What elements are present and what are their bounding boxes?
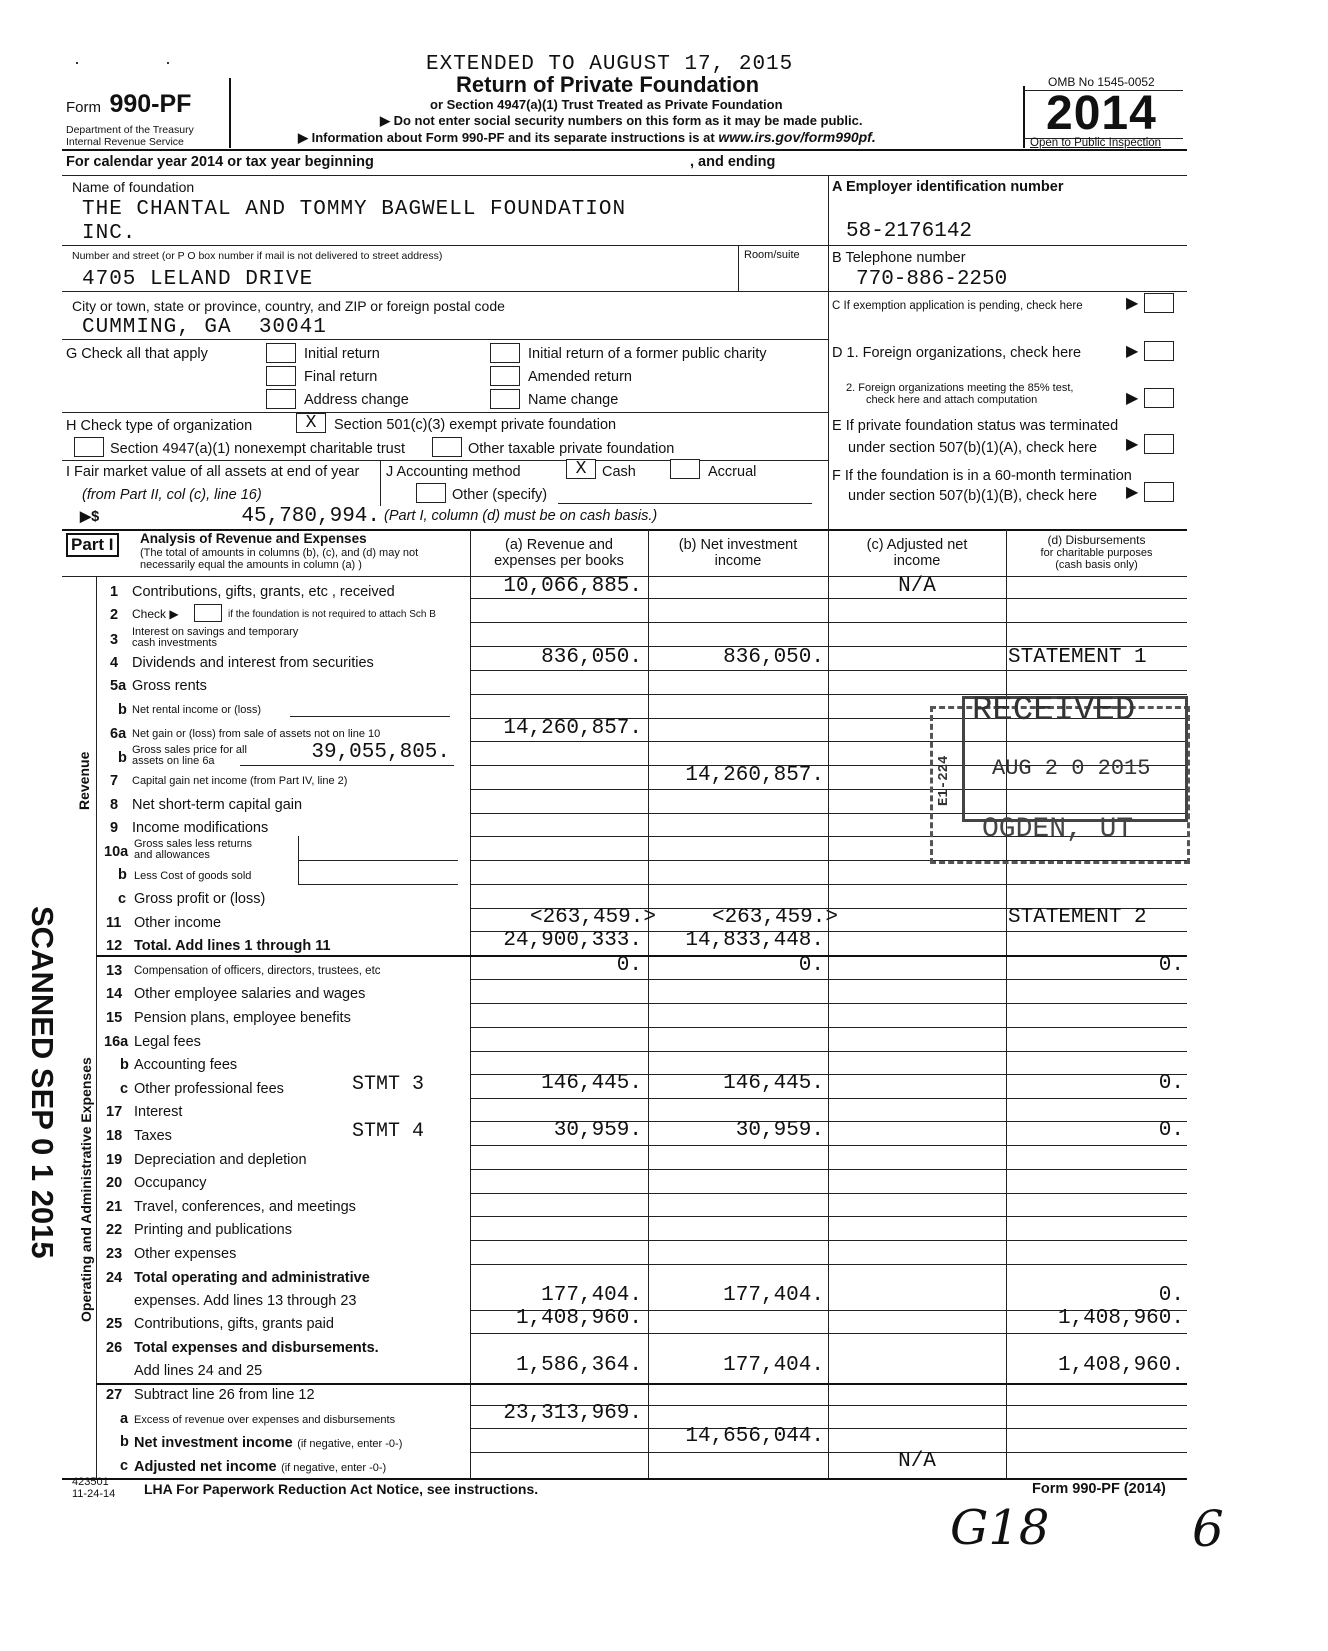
line-12-num: 12 bbox=[106, 938, 123, 954]
line-18-label: Taxes bbox=[134, 1128, 172, 1144]
arrow-icon: ▶ bbox=[1126, 343, 1139, 360]
foreign-85-checkbox[interactable] bbox=[1144, 388, 1174, 408]
received-stamp-city: OGDEN, UT bbox=[982, 814, 1134, 845]
line-27-label: Subtract line 26 from line 12 bbox=[134, 1387, 315, 1403]
col-b-header-2: income bbox=[714, 553, 762, 569]
corner-marks: · · bbox=[74, 52, 211, 72]
line-3-label-1: Interest on savings and temporary bbox=[132, 626, 299, 638]
line-11-col-a[interactable]: <263,459.> bbox=[529, 906, 656, 929]
line-4-col-a[interactable]: 836,050. bbox=[541, 646, 642, 669]
street-label: Number and street (or P O box number if mail is not delivered to street address) bbox=[72, 250, 443, 262]
name-change-label: Name change bbox=[528, 392, 619, 408]
line-11-label: Other income bbox=[134, 915, 222, 931]
line-10b-label: Less Cost of goods sold bbox=[134, 870, 252, 882]
line-27b-col-b[interactable]: 14,656,044. bbox=[685, 1425, 824, 1448]
phone-label: B Telephone number bbox=[832, 250, 966, 266]
sch-b-checkbox[interactable] bbox=[194, 604, 222, 622]
form-title: Return of Private Foundation bbox=[456, 72, 760, 97]
col-c-header-1: (c) Adjusted net bbox=[866, 537, 968, 553]
initial-return-checkbox[interactable] bbox=[266, 343, 296, 363]
line-17-num: 17 bbox=[106, 1104, 123, 1120]
part1-tag: Part I bbox=[66, 533, 119, 557]
line-27a-label: Excess of revenue over expenses and disbursements bbox=[134, 1414, 396, 1426]
line-27b-note: (if negative, enter -0-) bbox=[297, 1438, 403, 1450]
other-method-checkbox[interactable] bbox=[416, 483, 446, 503]
line-18-col-d[interactable]: 0. bbox=[1158, 1119, 1184, 1142]
arrow-icon: ▶ bbox=[1126, 436, 1139, 453]
line-13-col-d[interactable]: 0. bbox=[1158, 954, 1184, 977]
line-1-label: Contributions, gifts, grants, etc , received bbox=[132, 584, 395, 600]
line-16c-col-a[interactable]: 146,445. bbox=[541, 1072, 642, 1095]
line-18-col-b[interactable]: 30,959. bbox=[735, 1119, 824, 1142]
line-4-col-b[interactable]: 836,050. bbox=[723, 646, 824, 669]
col-c-header-2: income bbox=[893, 553, 941, 569]
form-subtitle: or Section 4947(a)(1) Trust Treated as Private Foundation bbox=[430, 97, 783, 112]
line-20-num: 20 bbox=[106, 1175, 123, 1191]
received-stamp-title: RECEIVED bbox=[972, 692, 1136, 730]
line-3-label-2: cash investments bbox=[132, 637, 217, 649]
line-22-num: 22 bbox=[106, 1222, 123, 1238]
line-26-col-b[interactable]: 177,404. bbox=[723, 1354, 824, 1377]
final-return-checkbox[interactable] bbox=[266, 366, 296, 386]
line-6b-num: b bbox=[118, 750, 127, 766]
line-22-label: Printing and publications bbox=[134, 1222, 292, 1238]
address-change-label: Address change bbox=[304, 392, 409, 408]
accrual-checkbox[interactable] bbox=[670, 459, 700, 479]
col-a-header-1: (a) Revenue and bbox=[504, 537, 613, 553]
line-27a-col-a[interactable]: 23,313,969. bbox=[503, 1402, 642, 1425]
exemption-pending-label: C If exemption application is pending, check here bbox=[832, 300, 1083, 312]
line-10c-num: c bbox=[118, 891, 127, 907]
line-16c-num: c bbox=[120, 1081, 129, 1097]
line-1-col-a[interactable]: 10,066,885. bbox=[503, 575, 642, 598]
line-27c-text: Adjusted net income bbox=[134, 1459, 277, 1475]
501c3-checkbox[interactable]: X bbox=[296, 413, 326, 433]
sixty-month-checkbox[interactable] bbox=[1144, 482, 1174, 502]
line-6a-col-a[interactable]: 14,260,857. bbox=[503, 717, 642, 740]
line-19-label: Depreciation and depletion bbox=[134, 1152, 307, 1168]
line-13-num: 13 bbox=[106, 963, 123, 979]
line-25-num: 25 bbox=[106, 1316, 123, 1332]
line-2-num: 2 bbox=[110, 607, 119, 623]
line-6a-label: Net gain or (loss) from sale of assets not on line 10 bbox=[132, 728, 381, 740]
line-24-num: 24 bbox=[106, 1270, 123, 1286]
line-27a-num: a bbox=[120, 1411, 129, 1427]
line-16a-num: 16a bbox=[104, 1034, 129, 1050]
amended-return-checkbox[interactable] bbox=[490, 366, 520, 386]
name-change-checkbox[interactable] bbox=[490, 389, 520, 409]
ein-value[interactable]: 58-2176142 bbox=[846, 220, 973, 243]
line-6b-value[interactable]: 39,055,805. bbox=[311, 741, 450, 764]
sixty-month-label-2: under section 507(b)(1)(B), check here bbox=[848, 488, 1098, 504]
cash-checkbox[interactable]: X bbox=[566, 459, 596, 479]
line-1-num: 1 bbox=[110, 584, 119, 600]
info-url: www.irs.gov/form990pf. bbox=[718, 129, 876, 145]
col-a-header-2: expenses per books bbox=[494, 553, 624, 569]
room-suite-label: Room/suite bbox=[744, 249, 800, 261]
line-27b-label bbox=[134, 1434, 402, 1452]
line-10c-label: Gross profit or (loss) bbox=[134, 891, 266, 907]
line-21-label: Travel, conferences, and meetings bbox=[134, 1199, 356, 1215]
arrow-icon: ▶ bbox=[1126, 295, 1139, 312]
line-27c-num: c bbox=[120, 1458, 129, 1474]
phone-value[interactable]: 770-886-2250 bbox=[856, 268, 1008, 291]
line-20-label: Occupancy bbox=[134, 1175, 207, 1191]
other-taxable-label: Other taxable private foundation bbox=[468, 441, 675, 457]
line-23-label: Other expenses bbox=[134, 1246, 237, 1262]
initial-return-label: Initial return bbox=[304, 346, 380, 362]
received-stamp-date: AUG 2 0 2015 bbox=[992, 756, 1151, 781]
line-14-num: 14 bbox=[106, 986, 123, 1002]
form-id bbox=[66, 90, 191, 119]
501c3-label: Section 501(c)(3) exempt private foundation bbox=[334, 417, 617, 433]
col-d-header-3: (cash basis only) bbox=[1055, 559, 1138, 571]
info-text: ▶ Information about Form 990-PF and its separate instructions is at bbox=[298, 130, 715, 145]
part1-desc2: necessarily equal the amounts in column (a) ) bbox=[140, 559, 362, 571]
line-27c-label bbox=[134, 1458, 386, 1476]
line-7-col-b[interactable]: 14,260,857. bbox=[685, 764, 824, 787]
line-10a-label-2: and allowances bbox=[134, 849, 210, 861]
accounting-method-label: J Accounting method bbox=[386, 464, 521, 480]
line-10a-num: 10a bbox=[104, 844, 129, 860]
fmv-value[interactable]: 45,780,994. bbox=[241, 505, 380, 528]
line-26-label-1: Total expenses and disbursements. bbox=[134, 1340, 379, 1356]
line-4-col-d[interactable]: STATEMENT 1 bbox=[1008, 646, 1147, 669]
line-19-num: 19 bbox=[106, 1152, 123, 1168]
foundation-name-label: Name of foundation bbox=[72, 179, 195, 195]
line-14-label: Other employee salaries and wages bbox=[134, 986, 366, 1002]
accrual-label: Accrual bbox=[708, 464, 757, 480]
col-b-header-1: (b) Net investment bbox=[678, 537, 798, 553]
part1-desc1: (The total of amounts in columns (b), (c), and (d) may not bbox=[140, 547, 419, 559]
line-7-num: 7 bbox=[110, 773, 119, 789]
line-10b-num: b bbox=[118, 867, 127, 883]
irs-label: Internal Revenue Service bbox=[66, 136, 184, 148]
foundation-name-line1[interactable]: THE CHANTAL AND TOMMY BAGWELL FOUNDATION bbox=[82, 198, 627, 221]
line-4-num: 4 bbox=[110, 655, 119, 671]
city-label: City or town, state or province, country, and ZIP or foreign postal code bbox=[72, 298, 505, 314]
calendar-year-begin: For calendar year 2014 or tax year beginning bbox=[66, 154, 374, 170]
part1-title: Analysis of Revenue and Expenses bbox=[140, 531, 367, 546]
line-18-num: 18 bbox=[106, 1128, 123, 1144]
footer-lha: LHA For Paperwork Reduction Act Notice, see instructions. bbox=[144, 1481, 539, 1497]
received-stamp-code: E1-224 bbox=[936, 755, 952, 806]
extended-notice: EXTENDED TO AUGUST 17, 2015 bbox=[426, 53, 794, 76]
amended-return-label: Amended return bbox=[528, 369, 632, 385]
line-24-col-a[interactable]: 177,404. bbox=[541, 1284, 642, 1307]
line-6b-label-1: Gross sales price for all bbox=[132, 744, 247, 756]
revenue-side-label: Revenue bbox=[76, 751, 92, 810]
status-terminated-label-1: E If private foundation status was terminated bbox=[832, 418, 1119, 434]
final-return-label: Final return bbox=[304, 369, 378, 385]
form-prefix: Form bbox=[66, 99, 101, 116]
dept-treasury: Department of the Treasury bbox=[66, 124, 194, 136]
col-d-header-2: for charitable purposes bbox=[1040, 547, 1153, 559]
scanned-stamp: SCANNED SEP 0 1 2015 bbox=[25, 906, 60, 1259]
form-number: 990-PF bbox=[109, 90, 192, 118]
fmv-source-label: (from Part II, col (c), line 16) bbox=[82, 487, 262, 503]
line-16b-label: Accounting fees bbox=[134, 1057, 238, 1073]
arrow-icon: ▶ bbox=[1126, 390, 1139, 407]
expenses-side-label: Operating and Administrative Expenses bbox=[78, 1057, 94, 1322]
col-d-header-1: (d) Disbursements bbox=[1047, 533, 1146, 547]
foreign-85-label-2: check here and attach computation bbox=[866, 394, 1038, 406]
line-5a-label: Gross rents bbox=[132, 678, 207, 694]
sixty-month-label-1: F If the foundation is in a 60-month termination bbox=[832, 468, 1132, 484]
arrow-icon: ▶ bbox=[1126, 484, 1139, 501]
line-10a-label-1: Gross sales less returns bbox=[134, 838, 252, 850]
footer-form-label: Form 990-PF (2014) bbox=[1032, 1481, 1166, 1497]
line-24-col-b[interactable]: 177,404. bbox=[723, 1284, 824, 1307]
line-1-col-c[interactable]: N/A bbox=[898, 575, 936, 598]
handwritten-note: G18 bbox=[950, 1500, 1050, 1556]
line-27b-num: b bbox=[120, 1434, 129, 1450]
line-26-label-2: Add lines 24 and 25 bbox=[134, 1363, 263, 1379]
cash-basis-note: (Part I, column (d) must be on cash basis.) bbox=[384, 508, 658, 524]
received-stamp bbox=[922, 688, 1192, 870]
ssn-warning: ▶ Do not enter social security numbers on this form as it may be made public. bbox=[380, 113, 863, 128]
line-26-col-a[interactable]: 1,586,364. bbox=[515, 1354, 642, 1377]
line-16c-label: Other professional fees bbox=[134, 1081, 284, 1097]
line-9-label: Income modifications bbox=[132, 820, 269, 836]
line-13-col-a[interactable]: 0. bbox=[616, 954, 642, 977]
cash-label: Cash bbox=[602, 464, 636, 480]
line-27b-text: Net investment income bbox=[134, 1435, 293, 1451]
line-5b-num: b bbox=[118, 702, 127, 718]
line-6a-num: 6a bbox=[110, 726, 127, 742]
fmv-label: I Fair market value of all assets at end of year bbox=[66, 464, 360, 480]
foreign-85-label-1: 2. Foreign organizations meeting the 85% test, bbox=[846, 382, 1074, 394]
ein-label: A Employer identification number bbox=[832, 179, 1064, 195]
line-12-label: Total. Add lines 1 through 11 bbox=[134, 938, 331, 954]
line-4-label: Dividends and interest from securities bbox=[132, 655, 374, 671]
other-method-label: Other (specify) bbox=[452, 487, 548, 503]
street-address[interactable]: 4705 LELAND DRIVE bbox=[82, 268, 314, 291]
line-15-num: 15 bbox=[106, 1010, 123, 1026]
handwritten-mark: 6 bbox=[1192, 1500, 1224, 1558]
line-24-label-2: expenses. Add lines 13 through 23 bbox=[134, 1293, 357, 1309]
initial-former-charity-label: Initial return of a former public charity bbox=[528, 346, 767, 362]
omb-number: OMB No 1545-0052 bbox=[1048, 75, 1155, 89]
line-16c-col-b[interactable]: 146,445. bbox=[723, 1072, 824, 1095]
other-taxable-checkbox[interactable] bbox=[432, 437, 462, 457]
line-16b-num: b bbox=[120, 1057, 129, 1073]
foreign-org-label: D 1. Foreign organizations, check here bbox=[832, 345, 1082, 361]
line-26-num: 26 bbox=[106, 1340, 123, 1356]
org-type-label: H Check type of organization bbox=[66, 418, 253, 434]
line-5b-label: Net rental income or (loss) bbox=[132, 704, 261, 716]
line-12-col-b[interactable]: 14,833,448. bbox=[685, 929, 824, 952]
calendar-year-end: , and ending bbox=[690, 154, 776, 170]
line-18-col-a[interactable]: 30,959. bbox=[553, 1119, 642, 1142]
4947-trust-label: Section 4947(a)(1) nonexempt charitable trust bbox=[110, 441, 405, 457]
fmv-prefix: ▶$ bbox=[80, 509, 100, 525]
line-13-label: Compensation of officers, directors, trustees, etc bbox=[134, 965, 381, 977]
line-12-col-a[interactable]: 24,900,333. bbox=[503, 929, 642, 952]
line-11-col-b[interactable]: <263,459.> bbox=[711, 906, 838, 929]
line-23-num: 23 bbox=[106, 1246, 123, 1262]
line-26-col-d[interactable]: 1,408,960. bbox=[1057, 1354, 1184, 1377]
line-25-label: Contributions, gifts, grants paid bbox=[134, 1316, 334, 1332]
line-2-note: if the foundation is not required to attach Sch B bbox=[228, 609, 436, 620]
line-17-label: Interest bbox=[134, 1104, 183, 1120]
line-27c-col-c[interactable]: N/A bbox=[898, 1450, 936, 1473]
line-9-num: 9 bbox=[110, 820, 119, 836]
stmt-3-ref: STMT 3 bbox=[352, 1073, 425, 1096]
line-2-label bbox=[132, 607, 179, 621]
line-6b-label-2: assets on line 6a bbox=[132, 755, 215, 767]
line-2-check-text: Check ▶ bbox=[132, 607, 179, 621]
line-11-num: 11 bbox=[106, 915, 122, 931]
open-to-public: Open to Public Inspection bbox=[1030, 137, 1162, 149]
footer-code-2: 11-24-14 bbox=[72, 1488, 116, 1500]
line-27-num: 27 bbox=[106, 1387, 123, 1403]
line-16a-label: Legal fees bbox=[134, 1034, 201, 1050]
section-g-label: G Check all that apply bbox=[66, 346, 208, 362]
status-terminated-checkbox[interactable] bbox=[1144, 434, 1174, 454]
foundation-name-line2[interactable]: INC. bbox=[82, 222, 137, 245]
exemption-pending-checkbox[interactable] bbox=[1144, 293, 1174, 313]
tax-year: 2014 bbox=[1046, 87, 1157, 140]
info-line bbox=[298, 129, 876, 146]
line-16c-col-d[interactable]: 0. bbox=[1158, 1072, 1184, 1095]
4947-trust-checkbox[interactable] bbox=[74, 437, 104, 457]
address-change-checkbox[interactable] bbox=[266, 389, 296, 409]
line-15-label: Pension plans, employee benefits bbox=[134, 1010, 351, 1026]
line-13-col-b[interactable]: 0. bbox=[798, 954, 824, 977]
initial-former-charity-checkbox[interactable] bbox=[490, 343, 520, 363]
line-3-num: 3 bbox=[110, 632, 119, 648]
line-27c-note: (if negative, enter -0-) bbox=[281, 1462, 387, 1474]
stmt-4-ref: STMT 4 bbox=[352, 1120, 425, 1143]
city-state-zip[interactable]: CUMMING, GA 30041 bbox=[82, 316, 327, 339]
line-5a-num: 5a bbox=[110, 678, 127, 694]
line-24-col-d[interactable]: 0. bbox=[1158, 1284, 1184, 1307]
line-25-col-d[interactable]: 1,408,960. bbox=[1057, 1307, 1184, 1330]
line-21-num: 21 bbox=[106, 1199, 123, 1215]
line-11-col-d[interactable]: STATEMENT 2 bbox=[1008, 906, 1147, 929]
status-terminated-label-2: under section 507(b)(1)(A), check here bbox=[848, 440, 1098, 456]
foreign-org-checkbox[interactable] bbox=[1144, 341, 1174, 361]
line-25-col-a[interactable]: 1,408,960. bbox=[515, 1307, 642, 1330]
line-24-label-1: Total operating and administrative bbox=[134, 1270, 370, 1286]
line-7-label: Capital gain net income (from Part IV, line 2) bbox=[132, 775, 348, 787]
footer-code-1: 423501 bbox=[72, 1476, 109, 1488]
line-8-num: 8 bbox=[110, 797, 119, 813]
line-8-label: Net short-term capital gain bbox=[132, 797, 303, 813]
